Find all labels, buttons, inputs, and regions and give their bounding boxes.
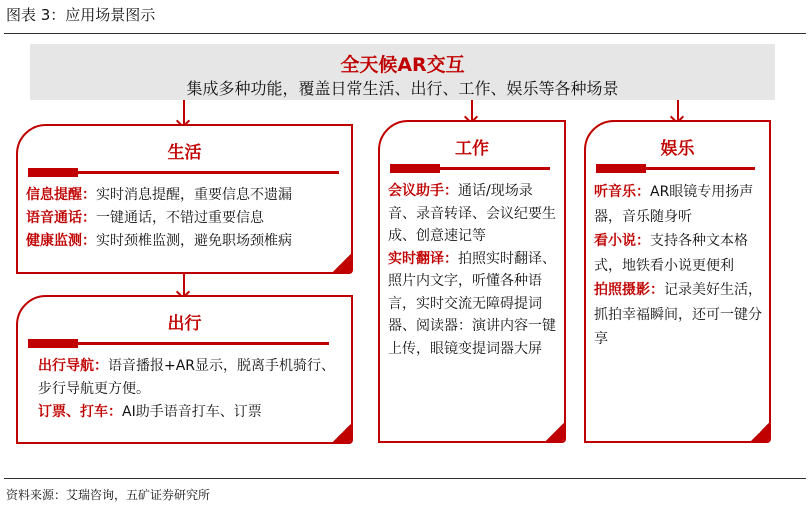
- list-item: [388, 180, 558, 248]
- title-bar: [28, 342, 329, 345]
- box-work: [378, 120, 566, 443]
- item-label: 听音乐：: [594, 184, 650, 200]
- item-text: AR眼镜专用扬声器，音乐随身听: [594, 184, 754, 225]
- list-item: [38, 355, 341, 401]
- title-bar: [596, 167, 755, 170]
- item-text: 拍照实时翻译、照片内文字，听懂各种语言，实时交流无障碍提词器、阅读器：演讲内容一键上传，眼镜变提词器大屏: [388, 250, 556, 357]
- list-item: [388, 248, 558, 361]
- item-label: 实时翻译：: [388, 250, 458, 267]
- title-bar: [390, 167, 550, 170]
- item-text: 记录美好生活，抓拍幸福瞬间，还可一键分享: [594, 282, 762, 347]
- item-label: 拍照摄影：: [594, 282, 664, 298]
- divider: [4, 478, 806, 479]
- item-text: 实时颈椎监测，避免职场颈椎病: [96, 233, 292, 249]
- box-travel: [16, 295, 353, 444]
- item-label: 信息提醒：: [26, 187, 96, 203]
- divider: [4, 33, 806, 34]
- list-item: [26, 184, 345, 207]
- item-label: 健康监测：: [26, 233, 96, 249]
- arrow-down-icon: [677, 100, 679, 120]
- item-text: 实时消息提醒，重要信息不遗漏: [96, 187, 292, 203]
- arrow-down-icon: [471, 100, 473, 120]
- box-entertainment: [584, 120, 771, 443]
- banner: [30, 44, 775, 100]
- arrow-down-icon: [183, 273, 185, 295]
- list-item: [38, 401, 341, 424]
- title-bar: [28, 171, 339, 174]
- box-title: 出行: [167, 314, 202, 334]
- banner-title: 全天候AR交互: [340, 54, 465, 76]
- box-title: 娱乐: [660, 139, 695, 159]
- list-item: [26, 230, 345, 253]
- list-item: [26, 207, 345, 230]
- box-title: 工作: [455, 139, 489, 159]
- item-text: 支持各种文本格式，地铁看小说更便利: [594, 233, 748, 274]
- list-item: [594, 180, 763, 229]
- item-text: 通话/现场录音、录音转译、会议纪要生成、创意速记等: [388, 183, 556, 244]
- list-item: [594, 278, 763, 352]
- arrow-down-icon: [183, 100, 185, 124]
- list-item: [594, 229, 763, 278]
- box-life: [16, 124, 353, 274]
- item-label: 会议助手：: [388, 183, 458, 199]
- item-label: 订票、打车：: [38, 404, 122, 420]
- banner-subtitle: 集成多种功能，覆盖日常生活、出行、工作、娱乐等各种场景: [186, 79, 619, 98]
- box-title: 生活: [167, 143, 202, 163]
- figure-title: 图表 3：应用场景图示: [6, 6, 156, 24]
- item-label: 看小说：: [594, 233, 650, 249]
- source-note: 资料来源：艾瑞咨询，五矿证券研究所: [6, 488, 211, 502]
- item-text: 语音播报+AR显示，脱离手机骑行、步行导航更方便。: [38, 358, 336, 397]
- item-label: 语音通话：: [26, 210, 96, 226]
- item-text: AI助手语音打车、订票: [122, 404, 262, 420]
- item-text: 一键通话，不错过重要信息: [96, 210, 264, 226]
- item-label: 出行导航：: [38, 358, 108, 374]
